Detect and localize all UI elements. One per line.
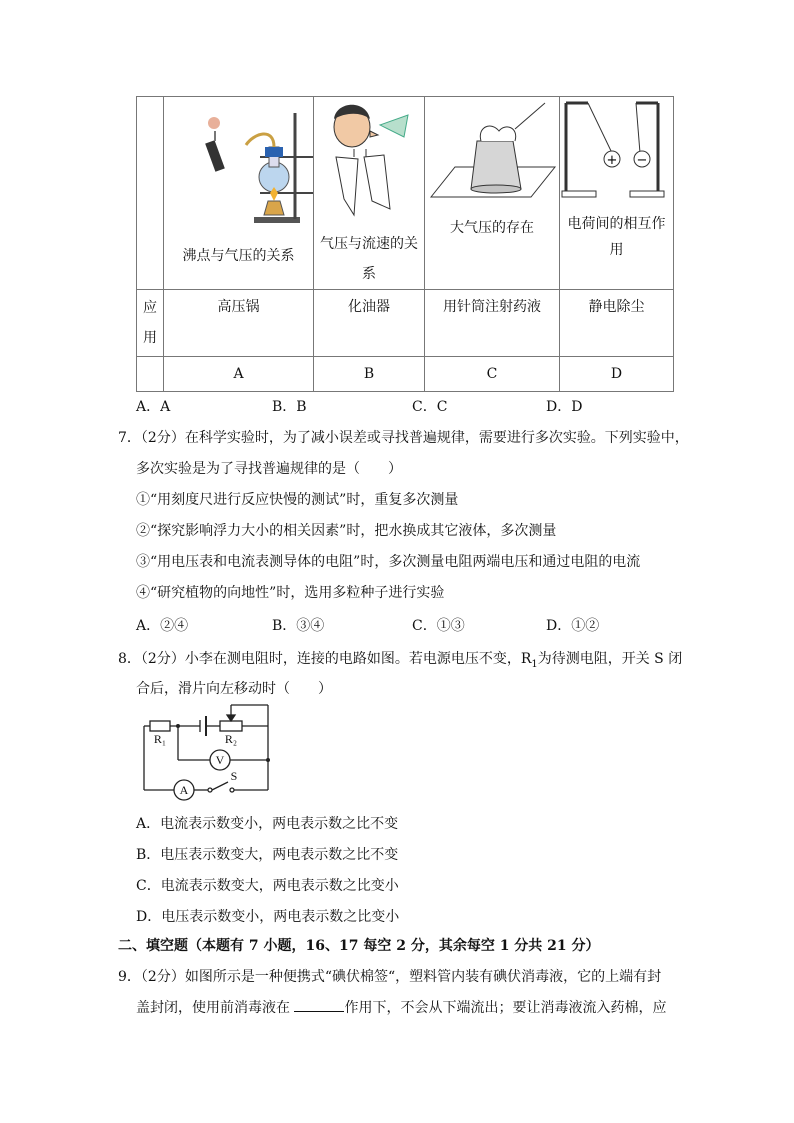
principle-d-label: 电荷间的相互作用 (567, 216, 666, 258)
principle-a-label: 沸点与气压的关系 (182, 248, 295, 264)
letter-b: B (314, 357, 425, 392)
q7-item-4: ④“研究植物的向地性”时，选用多粒种子进行实验 (136, 585, 445, 601)
circuit-diagram (140, 700, 275, 804)
blowing-papers-figure (314, 97, 424, 225)
q9-line2 (136, 997, 666, 1019)
cell-principle-a (164, 97, 314, 290)
cup-on-plate-figure (425, 97, 559, 209)
q7-stem-line1: 7．（2分）在科学实验时，为了减小误差或寻找普遍规律，需要进行多次实验。下列实验中， (118, 430, 689, 446)
q8-option-a[interactable]: A．电流表示数变小，两电表示数之比不变 (136, 816, 399, 832)
q7-item-2: ②“探究影响浮力大小的相关因素”时，把水换成其它液体，多次测量 (136, 523, 557, 539)
letter-c: C (425, 357, 560, 392)
ammeter-label: A (179, 783, 189, 797)
experiment-table (136, 96, 674, 392)
q8-stem-line2: 合后，滑片向左移动时（ ） (136, 681, 332, 697)
letter-d: D (560, 357, 674, 392)
voltmeter-label: V (215, 753, 225, 767)
q8-option-c[interactable]: C．电流表示数变大，两电表示数之比变小 (136, 878, 399, 894)
negative-charge-sign: − (636, 153, 648, 168)
positive-charge-sign: + (606, 153, 618, 168)
row-header-apply: 应用 (137, 290, 164, 357)
q6-option-a[interactable]: A．A (136, 399, 171, 415)
q8-stem-part1: 8．（2分）小李在测电阻时，连接的电路如图。若电源电压不变，R (118, 651, 532, 667)
r2-label: R₂ (224, 732, 238, 746)
letter-a: A (164, 357, 314, 392)
application-d: 静电除尘 (560, 290, 674, 357)
q8-option-d[interactable]: D．电压表示数变小，两电表示数之比变小 (136, 909, 400, 925)
q9-line2-part1: 盖封闭，使用前消毒液在 (136, 1000, 295, 1016)
principle-b-label: 气压与流速的关系 (320, 236, 418, 282)
cell-principle-c (425, 97, 560, 290)
q7-stem-line2: 多次实验是为了寻找普遍规律的是（ ） (136, 461, 402, 477)
application-b: 化油器 (314, 290, 425, 357)
switch-label: S (230, 769, 238, 783)
application-c: 用针筒注射药液 (425, 290, 560, 357)
q9-line1: 9．（2分）如图所示是一种便携式“碘伏棉签“，塑料管内装有碘伏消毒液，它的上端有封 (118, 969, 662, 985)
cell-principle-d (560, 97, 674, 290)
q6-option-d[interactable]: D．D (546, 399, 583, 415)
q7-option-d[interactable]: D．①② (546, 618, 600, 634)
q9-answer-blank[interactable] (294, 997, 344, 1012)
r1-label: R₁ (153, 732, 167, 746)
q7-option-b[interactable]: B．③④ (272, 618, 325, 634)
q7-item-1: ①“用刻度尺进行反应快慢的测试”时，重复多次测量 (136, 492, 459, 508)
principle-c-label: 大气压的存在 (450, 220, 534, 236)
row-header-principle (137, 97, 164, 290)
q6-option-b[interactable]: B．B (272, 399, 307, 415)
q8-stem-line1 (118, 648, 682, 676)
application-a: 高压锅 (164, 290, 314, 357)
r1-subscript: 1 (531, 658, 538, 670)
q7-option-a[interactable]: A．②④ (136, 618, 189, 634)
q7-option-c[interactable]: C．①③ (412, 618, 465, 634)
q9-line2-part2: 作用下，不会从下端流出；要让消毒液流入药棉，应 (344, 1000, 667, 1016)
q6-option-c[interactable]: C．C (412, 399, 448, 415)
section-2-heading: 二、填空题（本题有 7 小题，16、17 每空 2 分，其余每空 1 分共 21 分） (118, 938, 600, 954)
q8-option-b[interactable]: B．电压表示数变大，两电表示数之比不变 (136, 847, 399, 863)
row-header-letter (137, 357, 164, 392)
cell-principle-b (314, 97, 425, 290)
q7-item-3: ③“用电压表和电流表测导体的电阻”时，多次测量电阻两端电压和通过电阻的电流 (136, 554, 641, 570)
boiling-apparatus-figure (164, 97, 313, 237)
charged-balls-figure (560, 97, 673, 207)
q8-stem-part2: 为待测电阻，开关 S 闭 (537, 651, 683, 667)
